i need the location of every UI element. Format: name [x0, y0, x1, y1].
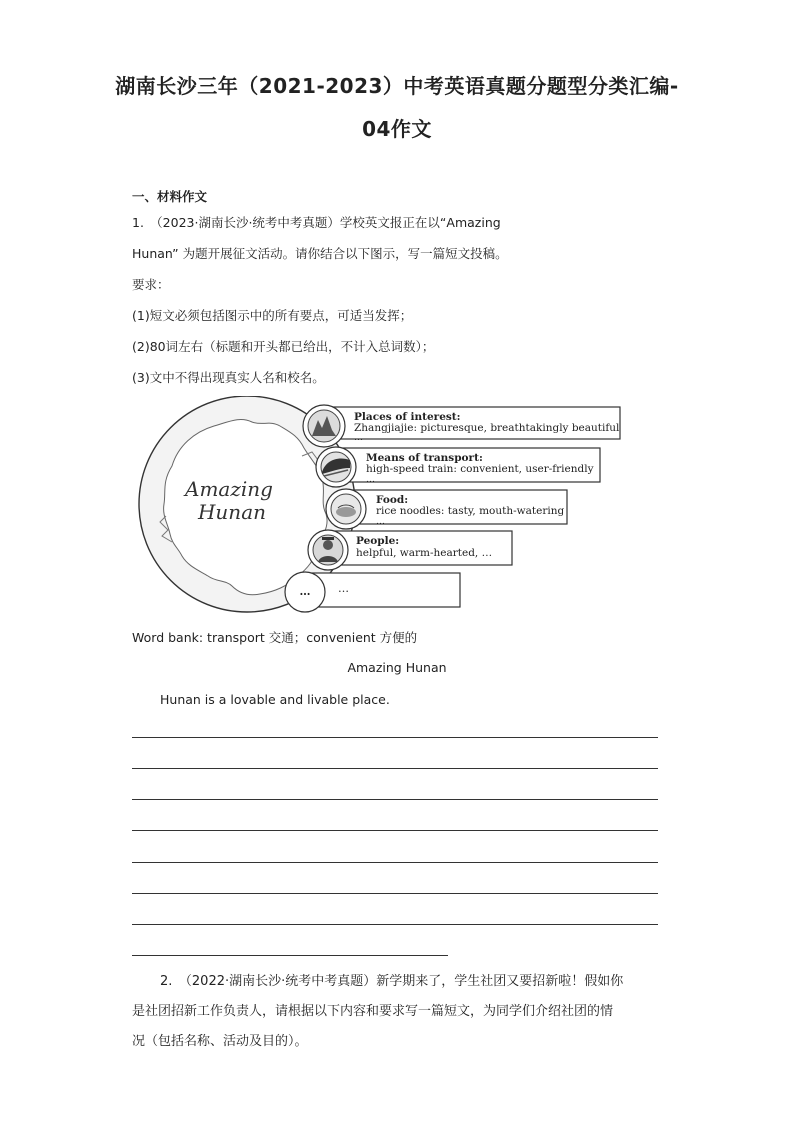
essay-opening-sentence: Hunan is a lovable and livable place.	[160, 692, 390, 707]
circle-text-hunan: Hunan	[197, 500, 267, 524]
writing-line[interactable]	[132, 830, 658, 831]
food-detail: rice noodles: tasty, mouth-watering	[376, 505, 565, 517]
mountain-icon	[308, 410, 340, 442]
info-box-food	[326, 489, 567, 529]
writing-line[interactable]	[132, 737, 658, 738]
q1-requirement-2: (2)80词左右（标题和开头都已给出，不计入总词数）；	[132, 339, 435, 354]
writing-line[interactable]	[132, 799, 658, 800]
info-box-transport	[316, 447, 600, 487]
q2-prompt-line-1: 2. （2022·湖南长沙·统考中考真题）新学期来了，学生社团又要招新啦！假如你	[160, 974, 624, 989]
q1-requirement-3: (3)文中不得出现真实人名和校名。	[132, 370, 325, 385]
writing-line[interactable]	[132, 924, 658, 925]
q1-requirements-label: 要求：	[132, 277, 170, 292]
train-icon	[321, 452, 351, 482]
places-more: …	[354, 433, 363, 443]
food-more: …	[376, 517, 385, 527]
noodles-icon	[331, 494, 361, 524]
amazing-hunan-figure	[132, 396, 632, 616]
writing-line[interactable]	[132, 768, 658, 769]
page-title-line-2: 04作文	[362, 117, 432, 141]
writing-line[interactable]	[132, 893, 658, 894]
q2-prompt-line-2: 是社团招新工作负责人，请根据以下内容和要求写一篇短文，为同学们介绍社团的情	[132, 1004, 614, 1019]
q1-prompt-line-2: Hunan” 为题开展征文活动。请你结合以下图示，写一篇短文投稿。	[132, 246, 508, 261]
people-heading: People:	[356, 535, 400, 547]
places-heading: Places of interest:	[354, 411, 461, 423]
info-box-more	[285, 572, 460, 612]
more-heading: …	[338, 582, 349, 595]
word-bank: Word bank: transport 交通；convenient 方便的	[132, 630, 418, 645]
info-box-places	[303, 405, 620, 447]
q2-prompt-line-3: 况（包括名称、活动及目的）。	[132, 1034, 308, 1049]
writing-line[interactable]	[132, 862, 658, 863]
transport-more: …	[366, 475, 375, 485]
food-heading: Food:	[376, 494, 409, 506]
circle-text-amazing: Amazing	[185, 477, 273, 501]
person-icon	[313, 535, 343, 565]
transport-heading: Means of transport:	[366, 452, 483, 464]
q1-prompt-line-1: 1. （2023·湖南长沙·统考中考真题）学校英文报正在以“Amazing	[132, 215, 501, 230]
q1-requirement-1: (1)短文必须包括图示中的所有要点，可适当发挥；	[132, 308, 413, 323]
essay-title: Amazing Hunan	[347, 660, 447, 675]
info-box-people	[308, 530, 512, 570]
section-heading: 一、材料作文	[132, 189, 208, 204]
writing-line[interactable]	[132, 955, 448, 956]
page-title-line-1: 湖南长沙三年（2021-2023）中考英语真题分题型分类汇编-	[115, 74, 679, 98]
people-detail: helpful, warm-hearted, …	[356, 547, 493, 559]
places-detail: Zhangjiajie: picturesque, breathtakingly beautiful	[354, 422, 620, 434]
transport-detail: high-speed train: convenient, user-friendly	[366, 463, 594, 475]
ellipsis-icon: …	[299, 585, 311, 598]
